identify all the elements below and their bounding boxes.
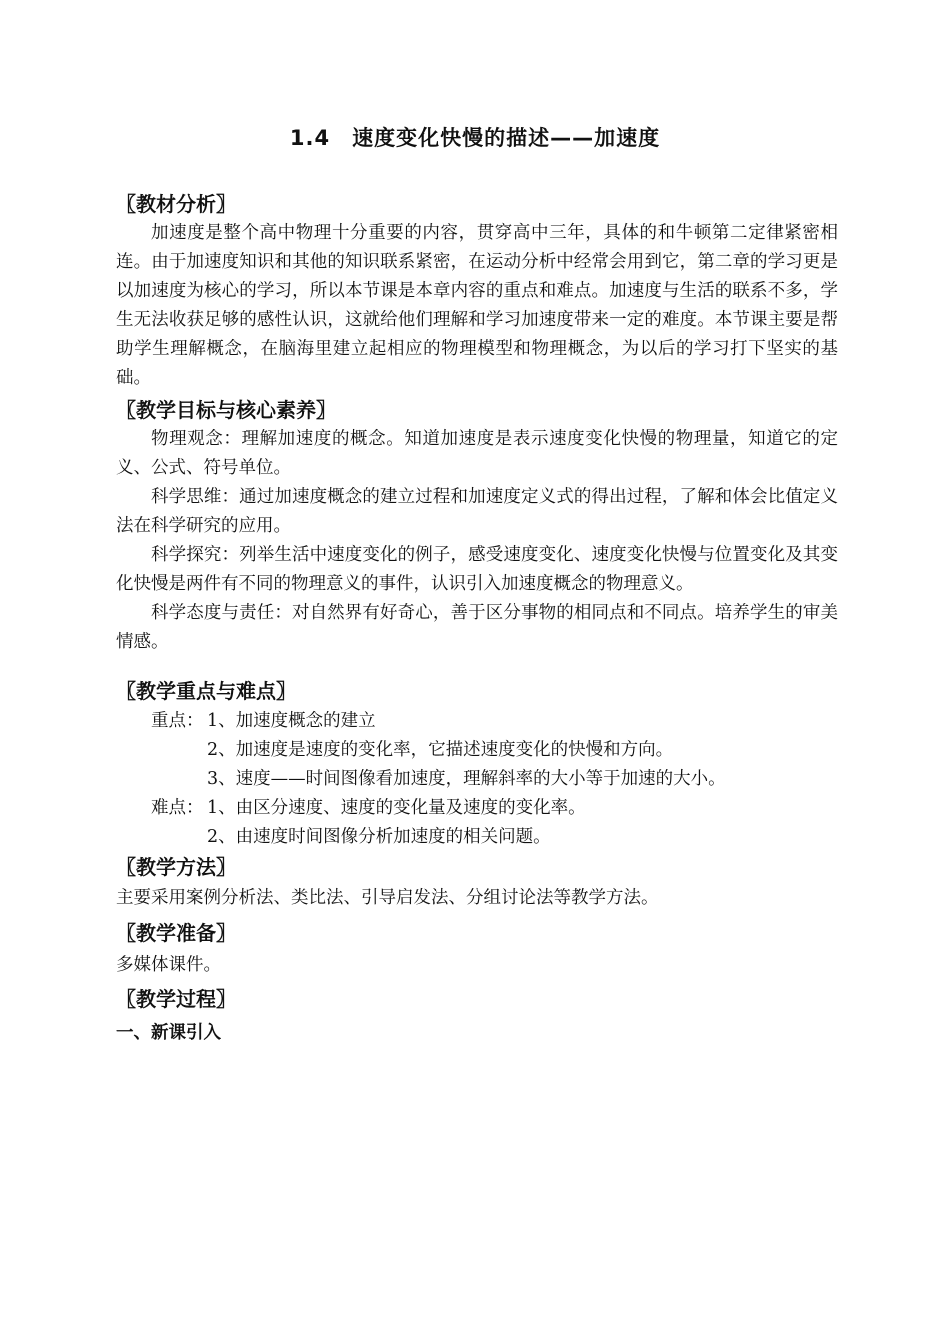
material-analysis-paragraph: 加速度是整个高中物理十分重要的内容，贯穿高中三年，具体的和牛顿第二定律紧密相连。由于加速度知识和其他的知识联系紧密，在运动分析中经常会用到它，第二章的学习更是以加速度为核心的学习，所以本节课是本章内容的重点和难点。加速度与生活的联系不多，学生无法收获足够的感性认识，这就给他们理解和学习加速度带来一定的难度。本节课主要是帮助学生理解概念，在脑海里建立起相应的物理模型和物理概念，为以后的学习打下坚实的基础。 [116, 223, 838, 388]
key-point-item: 1、加速度概念的建立 [207, 711, 376, 731]
difficult-point-item: 1、由区分速度、速度的变化量及速度的变化率。 [207, 798, 586, 818]
heading-key-difficult-points: 〖教学重点与难点〗 [116, 679, 296, 703]
heading-teaching-methods: 〖教学方法〗 [116, 855, 236, 879]
heading-teaching-goals: 〖教学目标与核心素养〗 [116, 398, 336, 422]
teaching-methods-text: 主要采用案例分析法、类比法、引导启发法、分组讨论法等教学方法。 [116, 888, 659, 908]
difficult-point-item: 2、由速度时间图像分析加速度的相关问题。 [207, 827, 551, 847]
key-point-label: 重点： [151, 711, 204, 731]
heading-teaching-process: 〖教学过程〗 [116, 987, 236, 1011]
heading-teaching-preparation: 〖教学准备〗 [116, 921, 236, 945]
heading-material-analysis: 〖教材分析〗 [116, 192, 236, 216]
subheading-new-lesson-intro: 一、新课引入 [116, 1023, 221, 1043]
goal-physics-concept: 物理观念：理解加速度的概念。知道加速度是表示速度变化快慢的物理量，知道它的定义、公式、符号单位。 [116, 429, 838, 478]
goal-scientific-inquiry: 科学探究：列举生活中速度变化的例子，感受速度变化、速度变化快慢与位置变化及其变化快慢是两件有不同的物理意义的事件，认识引入加速度概念的物理意义。 [116, 545, 838, 594]
page-title: 1.4 速度变化快慢的描述——加速度 [289, 126, 661, 150]
key-point-item: 2、加速度是速度的变化率，它描述速度变化的快慢和方向。 [207, 740, 674, 760]
teaching-preparation-text: 多媒体课件。 [116, 955, 221, 975]
difficult-point-label: 难点： [151, 798, 204, 818]
goal-scientific-thinking: 科学思维：通过加速度概念的建立过程和加速度定义式的得出过程，了解和体会比值定义法在科学研究的应用。 [116, 487, 838, 536]
goal-attitude-responsibility: 科学态度与责任：对自然界有好奇心，善于区分事物的相同点和不同点。培养学生的审美情感。 [116, 603, 838, 652]
key-point-item: 3、速度——时间图像看加速度，理解斜率的大小等于加速的大小。 [207, 769, 726, 789]
